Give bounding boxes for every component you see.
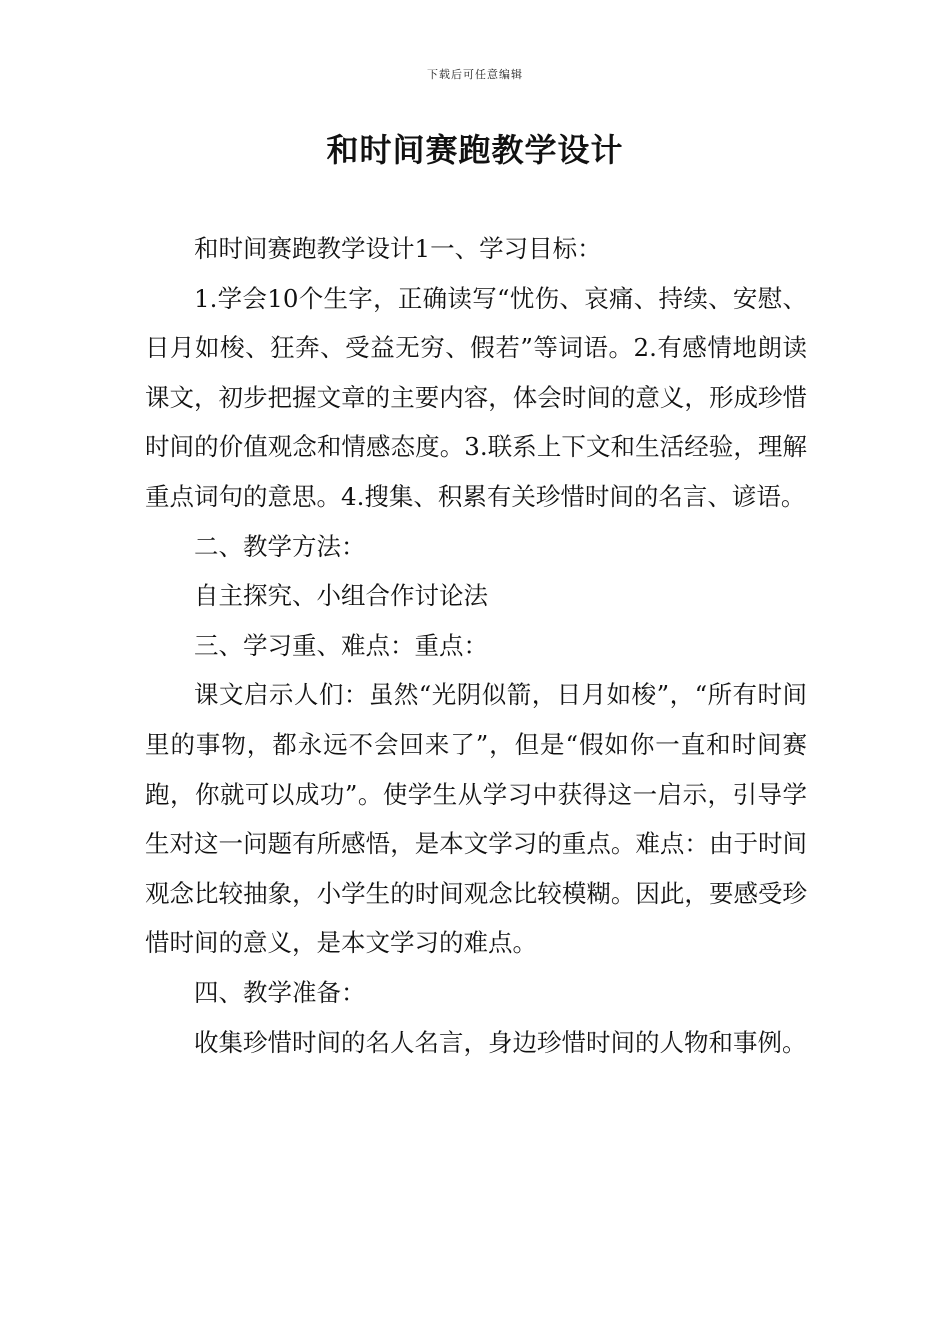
header-note: 下载后可任意编辑 [427,68,523,81]
paragraph-preparation-heading: 四、教学准备： [194,977,366,1007]
document-title: 和时间赛跑教学设计 [326,131,624,169]
document-body [145,224,807,1067]
paragraph-key-points-heading: 三、学习重、难点：重点： [194,630,488,660]
paragraph-methods: 自主探究、小组合作讨论法 [194,581,488,611]
paragraph-intro: 和时间赛跑教学设计1一、学习目标： [194,234,602,263]
paragraph-key-points: 课文启示人们：虽然“光阴似箭，日月如梭”，“所有时间里的事物，都永远不会回来了”，但是“假如你一直和时间赛跑，你就可以成功”。使学生从学习中获得这一启示，引导学生对这一问题有所感悟，是本文学习的重点。难点：由于时间观念比较抽象，小学生的时间观念比较模糊。因此，要感受珍惜时间的意义，是本文学习的难点。 [145,680,807,958]
paragraph-objectives: 1.学会10个生字，正确读写“忧伤、哀痛、持续、安慰、日月如梭、狂奔、受益无穷、假若”等词语。2.有感情地朗读课文，初步把握文章的主要内容，体会时间的意义，形成珍惜时间的价值观念和情感态度。3.联系上下文和生活经验，理解重点词句的意思。4.搜集、积累有关珍惜时间的名言、谚语。 [145,283,807,511]
paragraph-methods-heading: 二、教学方法： [194,531,366,561]
paragraph-preparation: 收集珍惜时间的名人名言，身边珍惜时间的人物和事例。 [194,1027,807,1057]
